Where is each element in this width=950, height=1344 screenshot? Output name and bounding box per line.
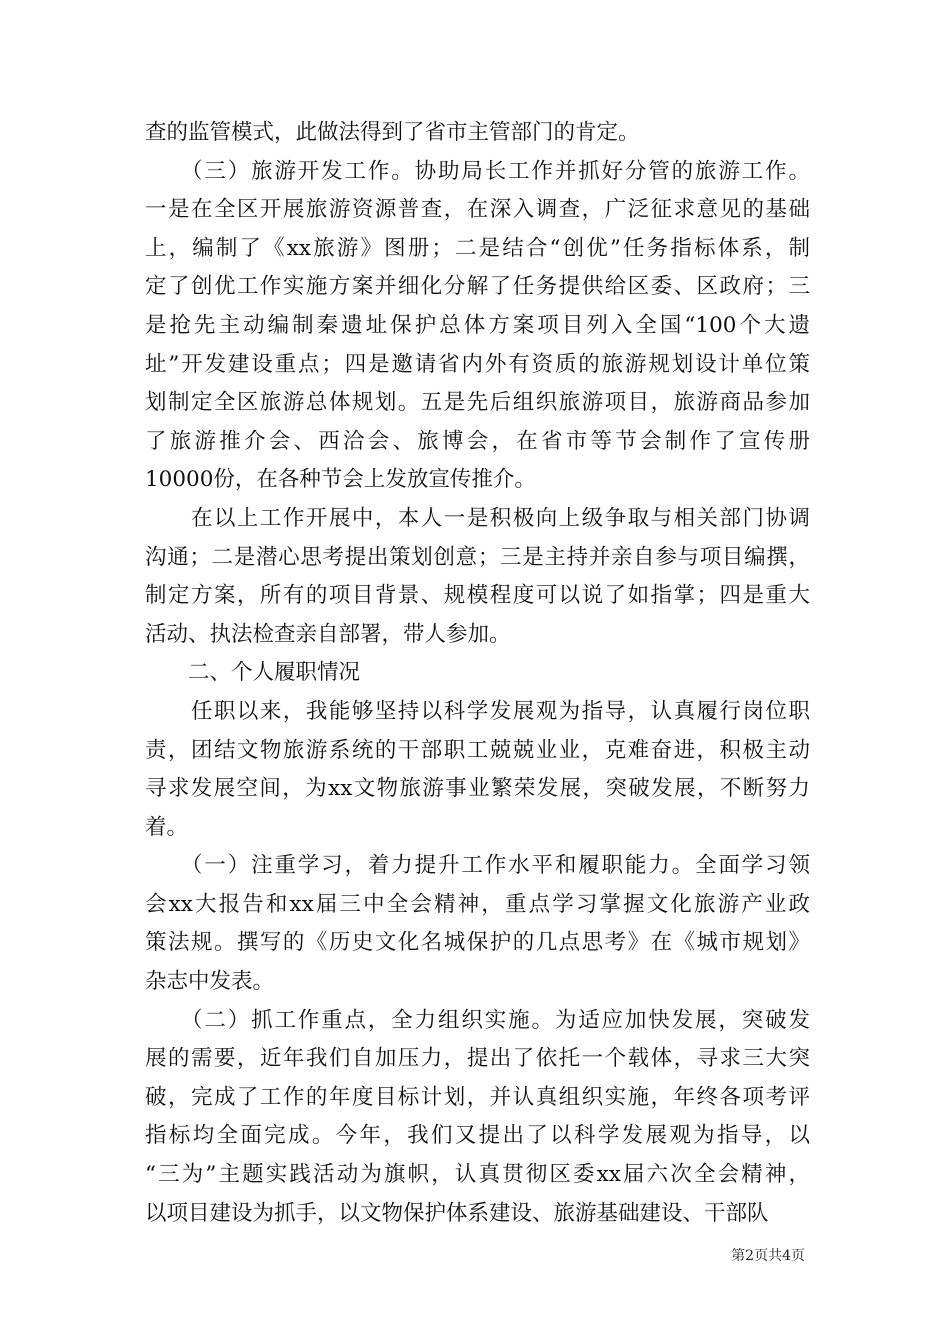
text-line: 沟通；二是潜心思考提出策划创意；三是主持并亲自参与项目编撰，	[145, 544, 810, 570]
text-line: 查的监管模式，此做法得到了省市主管部门的肯定。	[145, 120, 640, 145]
text-line: 会xx大报告和xx届三中全会精神，重点学习掌握文化旅游产业政	[145, 891, 810, 917]
text-line: 指标均全面完成。今年，我们又提出了以科学发展观为指导，以	[145, 1123, 810, 1149]
text-line: 任职以来，我能够坚持以科学发展观为指导，认真履行岗位职	[145, 698, 810, 724]
text-line: 策法规。撰写的《历史文化名城保护的几点思考》在《城市规划》	[145, 930, 810, 956]
text-line: 杂志中发表。	[145, 969, 275, 995]
page-number-footer: 第2页共4页	[731, 1248, 805, 1264]
text-line: 责，团结文物旅游系统的干部职工兢兢业业，克难奋进，积极主动	[145, 737, 810, 763]
text-line: 了旅游推介会、西洽会、旅博会，在省市等节会制作了宣传册	[145, 428, 810, 454]
text-line: （二）抓工作重点，全力组织实施。为适应加快发展，突破发	[145, 1007, 810, 1033]
document-body	[145, 114, 810, 1233]
text-line: 寻求发展空间，为xx文物旅游事业繁荣发展，突破发展，不断努力	[145, 776, 810, 802]
text-line: （一）注重学习，着力提升工作水平和履职能力。全面学习领	[145, 853, 810, 879]
text-line: 10000份，在各种节会上发放宣传推介。	[145, 467, 536, 493]
text-line: 址”开发建设重点；四是邀请省内外有资质的旅游规划设计单位策	[145, 351, 810, 377]
text-line: 定了创优工作实施方案并细化分解了任务提供给区委、区政府；三	[145, 274, 810, 300]
text-line: 二、个人履职情况	[145, 660, 361, 686]
text-line: 是抢先主动编制秦遗址保护总体方案项目列入全国“100个大遗	[145, 312, 810, 338]
text-line: 破，完成了工作的年度目标计划，并认真组织实施，年终各项考评	[145, 1084, 810, 1110]
text-line: 划制定全区旅游总体规划。五是先后组织旅游项目，旅游商品参加	[145, 390, 810, 416]
text-line: （三）旅游开发工作。协助局长工作并抓好分管的旅游工作。	[145, 158, 810, 184]
text-line: 展的需要，近年我们自加压力，提出了依托一个载体，寻求三大突	[145, 1046, 810, 1072]
text-line: 在以上工作开展中，本人一是积极向上级争取与相关部门协调	[145, 505, 810, 531]
text-line: 着。	[145, 814, 189, 840]
text-line: “三为”主题实践活动为旗帜，认真贯彻区委xx届六次全会精神，	[145, 1162, 810, 1188]
text-line: 活动、执法检查亲自部署，带人参加。	[145, 621, 511, 647]
text-line: 一是在全区开展旅游资源普查，在深入调查，广泛征求意见的基础	[145, 197, 810, 223]
text-line: 上，编制了《xx旅游》图册；二是结合“创优”任务指标体系，制	[145, 235, 810, 261]
text-line: 以项目建设为抓手，以文物保护体系建设、旅游基础建设、干部队	[145, 1200, 769, 1226]
text-line: 制定方案，所有的项目背景、规模程度可以说了如指掌；四是重大	[145, 583, 810, 609]
